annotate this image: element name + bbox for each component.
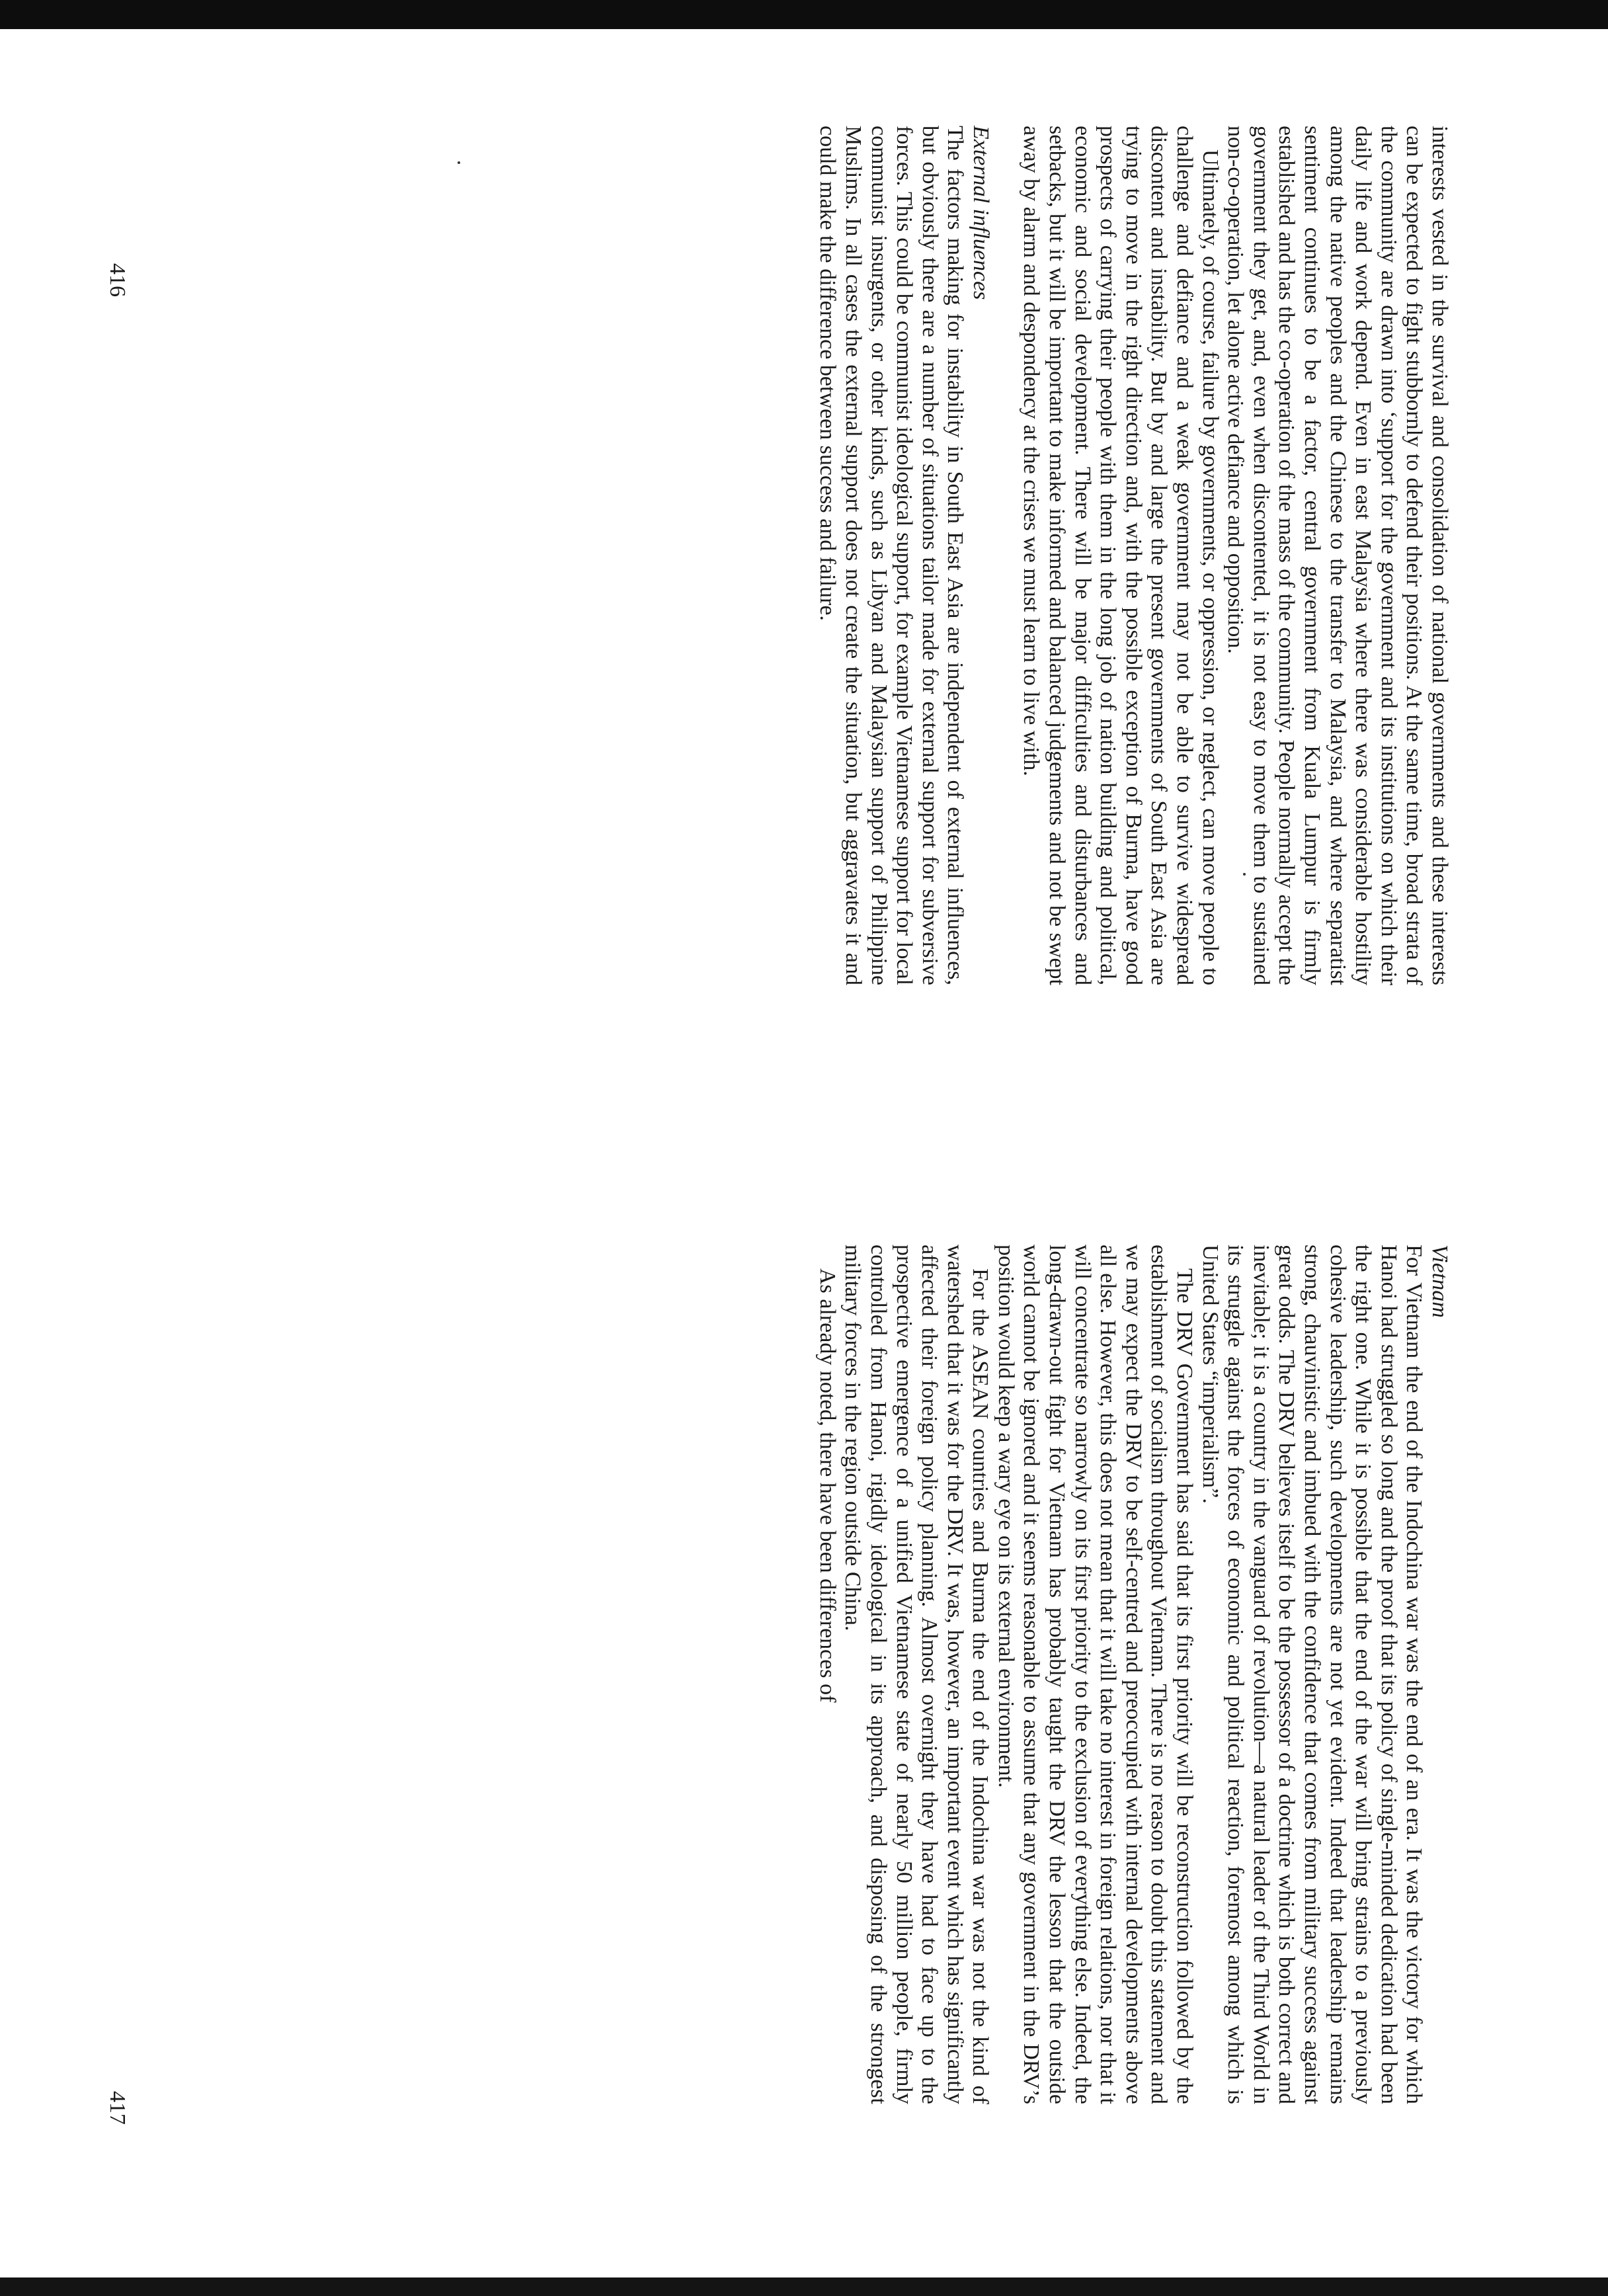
paragraph: interests vested in the survival and consolidation of national governments and these interests can be expected to fight stubbornly to defend their positions. At the same time, broad strata of the community are drawn into ‘support for the government and its institutions on which their daily life and work depend. Even in east Malaysia where there was considerable hostility among the native peoples and the Chinese to the transfer to Malaysia, and where separatist sentiment continues to be a factor, central government from Kuala Lumpur is firmly established and has the co-operation of the mass of the community. People normally accept the government they get, and, even when discontented, it is not easy to move them to sustained non-co-operation, let alone active defiance and opposition. <box>1223 126 1452 985</box>
paragraph: Ultimately, of course, failure by governments, or oppression, or neglect, can move people to challenge and defiance and a weak government may not be able to survive widespread discontent and instability. But by and large the present governments of South East Asia are trying to move in the right direction and, with the possible exception of Burma, have good prospects of carrying their people with them in the long job of nation building and political, economic and social development. There will be major difficulties and disturbances and setbacks, but it will be important to make informed and balanced judgements and not be swept away by alarm and despondency at the crises we must learn to live with. <box>1019 126 1223 985</box>
scan-speck <box>458 161 460 164</box>
paragraph: As already noted, there have been differences of <box>815 1268 840 1703</box>
paragraph: The factors making for instability in South East Asia are independent of external influences, but obviously there are a number of situations tailor made for external support for subversive forces. This could be communist ideological support, for example Vietnamese support for local communist insurgents, or other kinds, such as Libyan and Malaysian support of Philippine Muslims. In all cases the external support does not create the situation, but aggravates it and could make the difference between success and failure. <box>815 126 968 985</box>
section-heading-vietnam: Vietnam <box>1427 1245 1452 1318</box>
section-heading-external-influences: External influences <box>968 126 993 300</box>
page-416 <box>815 126 1452 985</box>
page-417-column <box>814 1245 1452 2104</box>
page-number-417: 417 <box>105 2091 130 2125</box>
section-spacer <box>993 126 1018 985</box>
paragraph: The DRV Government has said that its first priority will be reconstruction followed by the establishment of socialism throughout Vietnam. There is no reason to doubt this statement and we may expect the DRV to be self-centred and preoccupied with internal developments above all else. However, this does not mean that it will take no interest in foreign relations, nor that it will concentrate so narrowly on its first priority to the exclusion of everything else. Indeed, the long-drawn-out fight for Vietnam has probably taught the DRV the lesson that the outside world cannot be ignored and it seems reasonable to assume that any government in the DRV’s position would keep a wary eye on its external environment. <box>993 1245 1197 2104</box>
page-416-column <box>815 126 1452 985</box>
scan-edge-top <box>0 0 1608 29</box>
page-number-416: 416 <box>105 263 130 297</box>
paragraph: For Vietnam the end of the Indochina war was the end of an era. It was the victory for which Hanoi had struggled so long and the proof that its policy of single-minded dedication had been the right one. While it is possible that the end of the war will bring strains to a previously cohesive leadership, such developments are not yet evident. Indeed that leadership remains strong, chauvinistic and imbued with the confidence that comes from military success against great odds. The DRV believes itself to be the possessor of a doctrine which is both correct and inevitable; it is a country in the vanguard of revolution—a natural leader of the Third World in its struggle against the forces of economic and political reaction, foremost among which is United States “imperialism”. <box>1197 1245 1427 2104</box>
paragraph: For the ASEAN countries and Burma the end of the Indochina war was not the kind of watershed that it was for the DRV. It was, however, an important event which has significantly affected their foreign policy planning. Almost overnight they have had to face up to the prospective emergence of a unified Vietnamese state of nearly 50 million people, firmly controlled from Hanoi, rigidly ideological in its approach, and disposing of the strongest military forces in the region outside China. <box>840 1245 993 2104</box>
scan-edge-bottom <box>0 2277 1608 2296</box>
page-417 <box>814 1245 1452 2104</box>
